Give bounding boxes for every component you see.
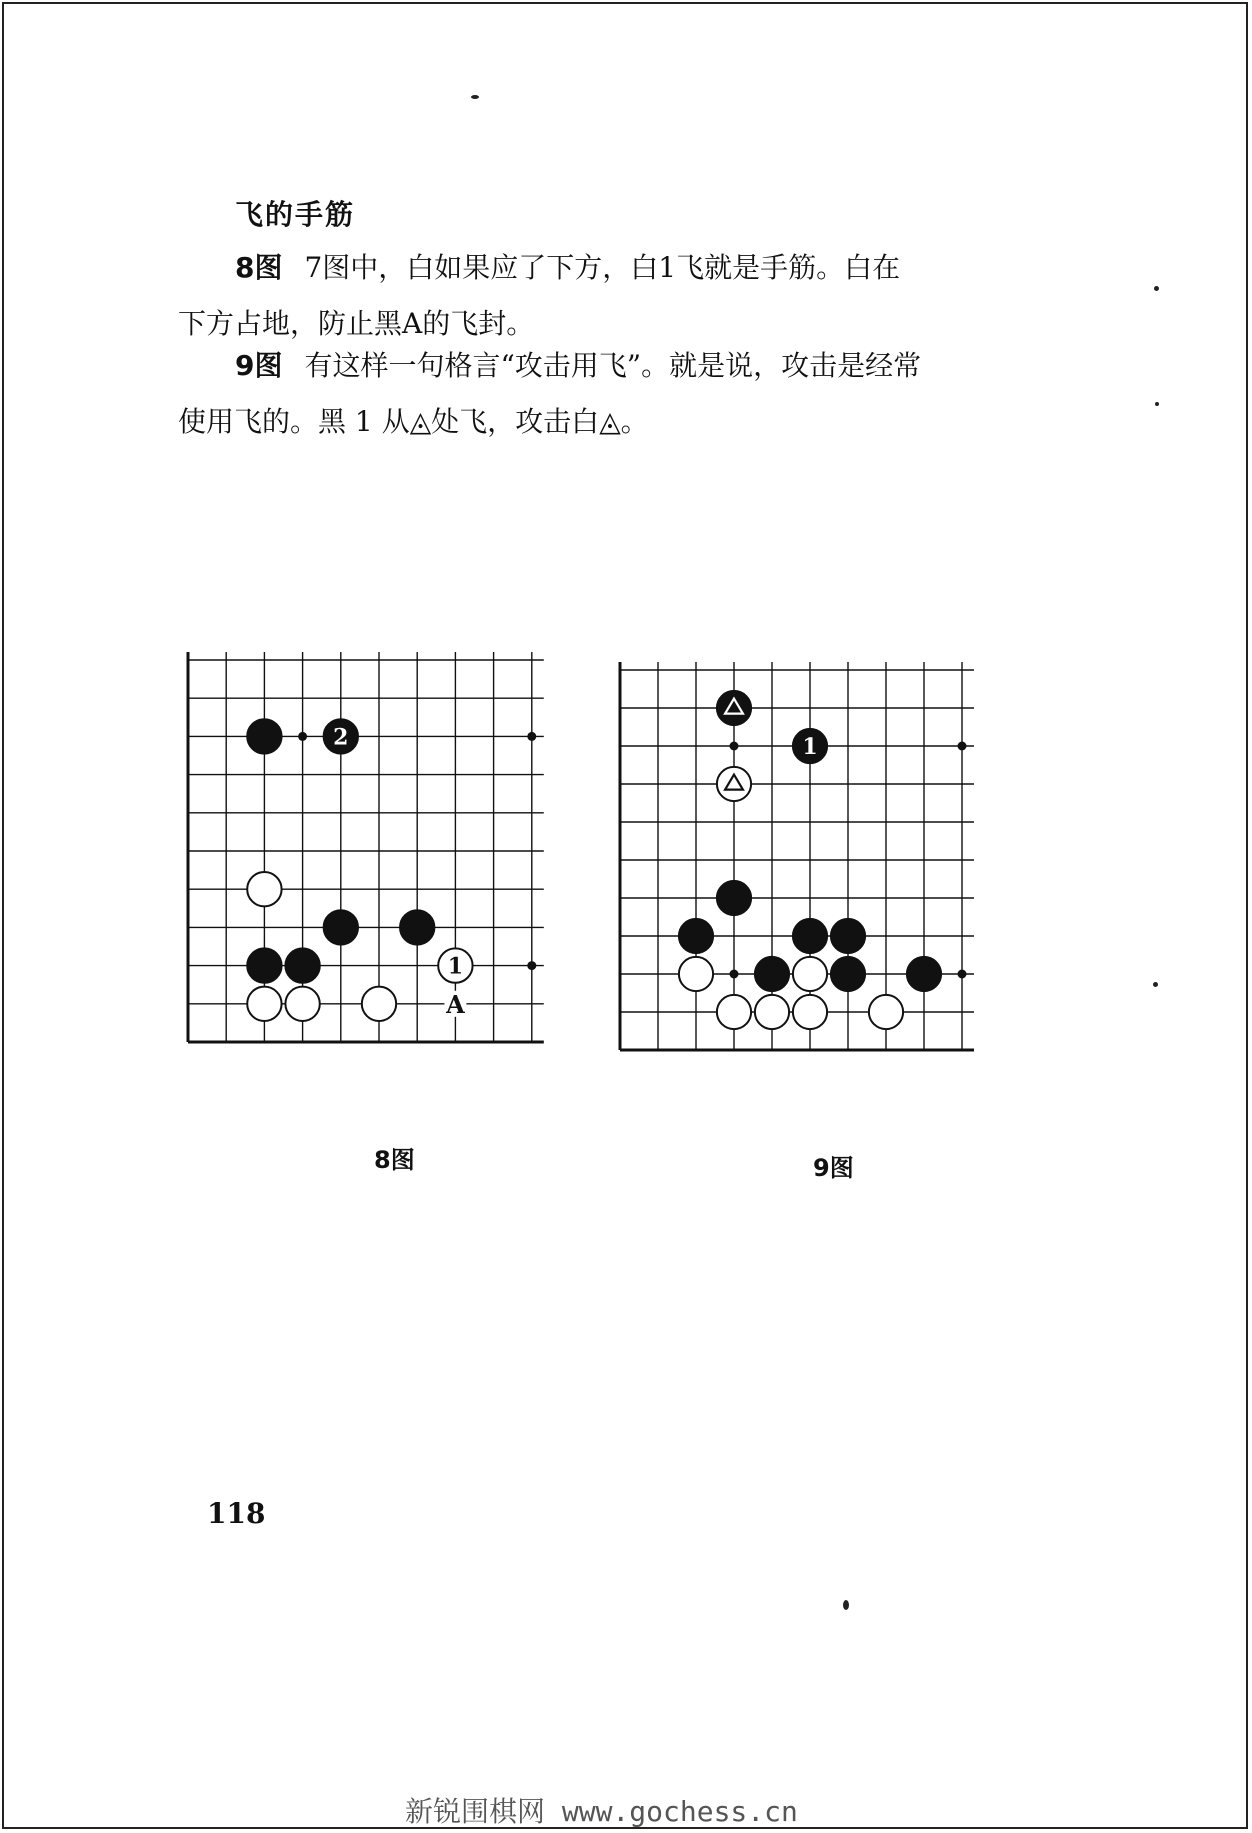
go-diagram-8 — [180, 650, 600, 1115]
paragraph-text: 7图中，白如果应了下方，白1飞就是手筋。白在 — [304, 251, 901, 284]
white-stone — [362, 987, 396, 1021]
hoshi-point — [527, 732, 536, 741]
hoshi-point — [298, 732, 307, 741]
black-stone — [679, 919, 713, 953]
black-stone — [793, 729, 827, 763]
point-label: A — [446, 989, 465, 1019]
black-stone — [285, 948, 319, 982]
black-stone — [831, 957, 865, 991]
white-stone — [285, 987, 319, 1021]
black-stone — [717, 881, 751, 915]
move-number: 1 — [447, 953, 464, 980]
scan-speck — [1153, 982, 1158, 987]
white-stone — [869, 995, 903, 1029]
white-stone — [247, 872, 281, 906]
diagram-caption-8: 8图 — [374, 1146, 415, 1174]
page-number: 118 — [207, 1497, 266, 1530]
hoshi-point — [527, 961, 536, 970]
watermark: 新锐围棋网 www.gochess.cn — [405, 1795, 798, 1828]
paragraph-8 — [178, 240, 1038, 352]
diagram-caption-9: 9图 — [813, 1154, 854, 1182]
go-diagram-9 — [612, 660, 1032, 1120]
black-stone — [717, 691, 751, 725]
black-stone — [400, 910, 434, 944]
move-number: 1 — [802, 734, 818, 760]
white-stone — [679, 957, 713, 991]
figure-label: 9图 — [235, 349, 283, 382]
figure-label: 8图 — [235, 251, 283, 284]
scan-speck — [1154, 286, 1159, 291]
black-stone — [247, 948, 281, 982]
hoshi-point — [958, 742, 967, 751]
white-stone — [793, 995, 827, 1029]
black-stone — [907, 957, 941, 991]
white-stone — [247, 987, 281, 1021]
scan-speck — [843, 1600, 849, 1610]
white-stone — [793, 957, 827, 991]
white-stone — [717, 767, 751, 801]
paragraph-9 — [178, 338, 1038, 450]
black-stone — [831, 919, 865, 953]
scan-speck — [471, 95, 479, 99]
white-stone — [755, 995, 789, 1029]
white-stone — [438, 948, 472, 982]
move-number: 2 — [333, 724, 349, 751]
paragraph-text: 有这样一句格言“攻击用飞”。就是说，攻击是经常 — [304, 349, 922, 382]
black-stone — [247, 719, 281, 753]
black-stone — [324, 719, 358, 753]
hoshi-point — [730, 742, 739, 751]
hoshi-point — [958, 970, 967, 979]
hoshi-point — [730, 970, 739, 979]
black-stone — [793, 919, 827, 953]
white-stone — [717, 995, 751, 1029]
paragraph-text: 使用飞的。黑 1 从◬处飞，攻击白◬。 — [178, 405, 649, 438]
scan-speck — [1155, 402, 1159, 406]
paragraph-text: 下方占地，防止黑A的飞封。 — [178, 307, 535, 340]
black-stone — [324, 910, 358, 944]
black-stone — [755, 957, 789, 991]
section-heading: 飞的手筋 — [235, 198, 356, 231]
